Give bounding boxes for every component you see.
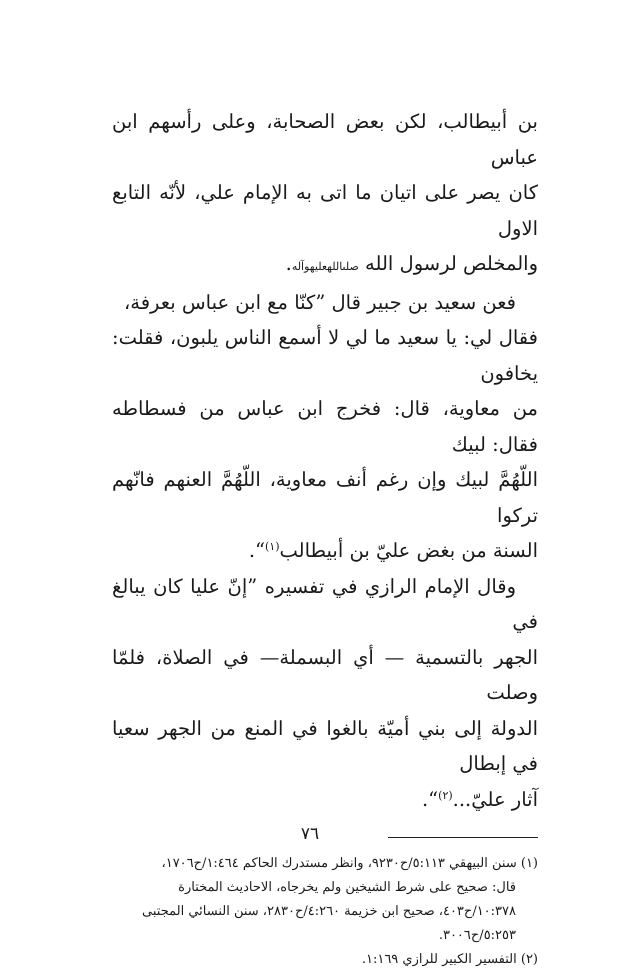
paragraph-2-line-4: اللّهُمَّ لبيك وإن رغم أنف معاوية، اللّهُمَّ العنهم فانّهم تركوا	[112, 468, 538, 527]
paragraph-2	[112, 285, 538, 569]
paragraph-3-line-3: الدولة إلى بني أميّة بالغوا في المنع من الجهر سعيا في إبطال	[112, 716, 538, 775]
paragraph-3-line-2: الجهر بالتسمية — أي البسملة— في الصلاة، فلمّا وصلت	[112, 645, 538, 704]
footnote-1-line-3: ١٠:٣٧٨/ح٤٠٣، صحيح ابن خزيمة ٤:٢٦٠/ح٢٨٣٠، سنن النسائي المجتبى	[142, 904, 516, 919]
footnote-ref-1[interactable]: (١)	[265, 540, 280, 553]
paragraph-1-line-1: بن أبيطالب، لكن بعض الصحابة، وعلى رأسهم ابن عباس	[112, 110, 538, 169]
paragraph-1-end: .	[285, 252, 292, 275]
paragraph-3	[112, 569, 538, 818]
page-number: ٧٦	[300, 824, 320, 844]
footnote-1-line-1: (١) سنن البيهقي ٥:١١٣/ح٩٢٣٠، وانظر مستدرك الحاكم ١:٤٦٤/ح١٧٠٦،	[161, 856, 538, 871]
honorific-phrase: صلىاللهعليهوآله	[291, 260, 359, 273]
paragraph-2-line-5: السنة من بغض عليّ بن أبيطالب	[279, 539, 538, 562]
footnote-2: (٢) التفسير الكبير للرازي ١:١٦٩.	[361, 952, 538, 967]
paragraph-3-line-4: آثار عليّ...	[452, 787, 538, 811]
paragraph-2-line-2: فقال لي: يا سعيد ما لي لا أسمع الناس يلبون، فقلت: يخافون	[112, 326, 538, 385]
paragraph-2-line-1: فعن سعيد بن جبير قال ”كنّا مع ابن عباس بعرفة،	[123, 290, 516, 314]
paragraph-1-line-2: كان يصر على اتيان ما اتى به الإمام علي، لأنّه التابع الاول	[112, 181, 538, 240]
paragraph-3-line-1: وقال الإمام الرازي في تفسيره ”إنّ عليا كان يبالغ في	[112, 574, 538, 633]
main-text	[112, 104, 538, 817]
paragraph-2-end: “.	[248, 539, 265, 562]
paragraph-1	[112, 104, 538, 285]
footnotes	[112, 852, 538, 972]
paragraph-3-end: “.	[421, 787, 439, 811]
paragraph-1-line-3: والمخلص لرسول الله	[358, 252, 538, 275]
paragraph-2-line-3: من معاوية، قال: فخرج ابن عباس من فسطاطه فقال: لبيك	[112, 397, 538, 456]
footnote-ref-2[interactable]: (٢)	[438, 788, 453, 802]
footnote-1-line-2: قال: صحيح على شرط الشيخين ولم يخرجاه، الاحاديث المختارة	[178, 880, 516, 895]
footnote-1-line-4: ٥:٢٥٣/ح٣٠٠٦.	[438, 928, 516, 943]
